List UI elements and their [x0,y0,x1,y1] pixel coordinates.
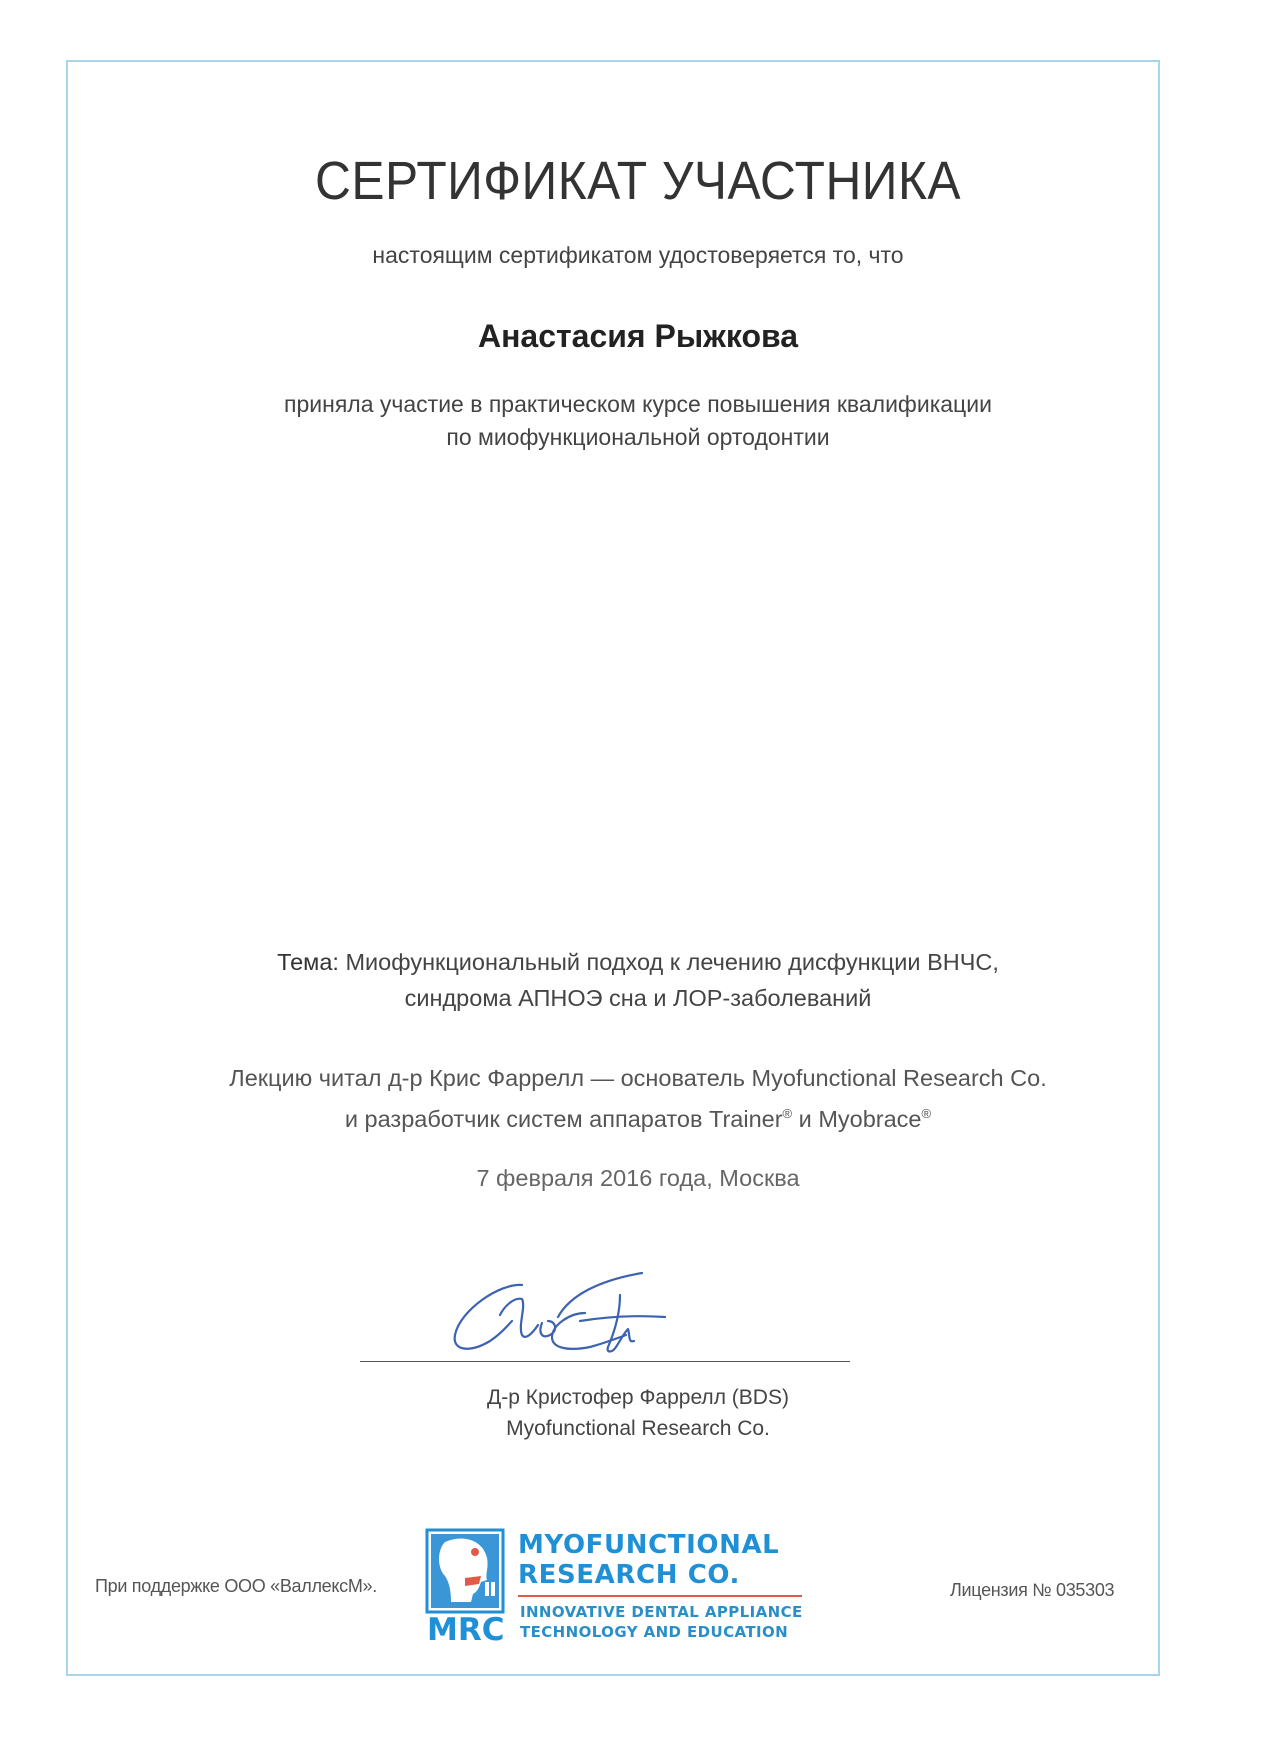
course-topic [0,944,1276,1016]
logo-company-name [518,1530,779,1590]
logo-divider [518,1595,802,1597]
course-description [0,388,1276,454]
signer-organization: Myofunctional Research Co. [506,1417,770,1440]
certificate-title: СЕРТИФИКАТ УЧАСТНИКА [315,151,961,211]
mrc-abbr: MRC [427,1612,505,1643]
logo-name-line-1: MYOFUNCTIONAL [518,1530,780,1560]
certificate-date: 7 февраля 2016 года, Москва [476,1165,800,1191]
signer-block [0,1382,1276,1444]
handwritten-signature [430,1255,770,1365]
lecturer-line-2-b: и Myobrace [792,1105,922,1132]
recipient-name: Анастасия Рыжкова [477,318,799,354]
license-number: Лицензия № 035303 [950,1580,1115,1600]
certificate-subtitle: настоящим сертификатом удостоверяется то, что [372,242,904,268]
course-description-line-2: по миофункциональной ортодонтии [446,424,830,450]
logo-name-line-2: RESEARCH CO. [518,1560,740,1590]
logo-tag-line-1: INNOVATIVE DENTAL APPLIANCE [520,1603,803,1621]
signature-line [360,1361,850,1362]
lecturer-info [0,1060,1276,1137]
registered-mark-1: ® [782,1106,793,1121]
topic-text-1: Миофункциональный подход к лечению дисфункции ВНЧС, [345,949,999,975]
mrc-logo [425,1528,805,1648]
mrc-logo-icon [425,1528,510,1643]
support-note: При поддержке ООО «ВаллексМ». [95,1576,377,1596]
course-topic-line-1 [0,944,1276,980]
logo-tagline [520,1602,803,1642]
registered-mark-2: ® [921,1106,932,1121]
course-description-line-1: приняла участие в практическом курсе повышения квалификации [284,391,992,417]
logo-tag-line-2: TECHNOLOGY AND EDUCATION [520,1623,789,1641]
lecturer-line-1: Лекцию читал д-р Крис Фаррелл — основатель Myofunctional Research Co. [229,1065,1047,1091]
lecturer-line-2 [0,1096,1276,1137]
course-topic-line-2: синдрома АПНОЭ сна и ЛОР-заболеваний [404,985,872,1011]
signer-name: Д-р Кристофер Фаррелл (BDS) [487,1386,789,1409]
lecturer-line-2-a: и разработчик систем аппаратов Trainer [344,1105,783,1132]
topic-label: Тема: [277,949,339,975]
